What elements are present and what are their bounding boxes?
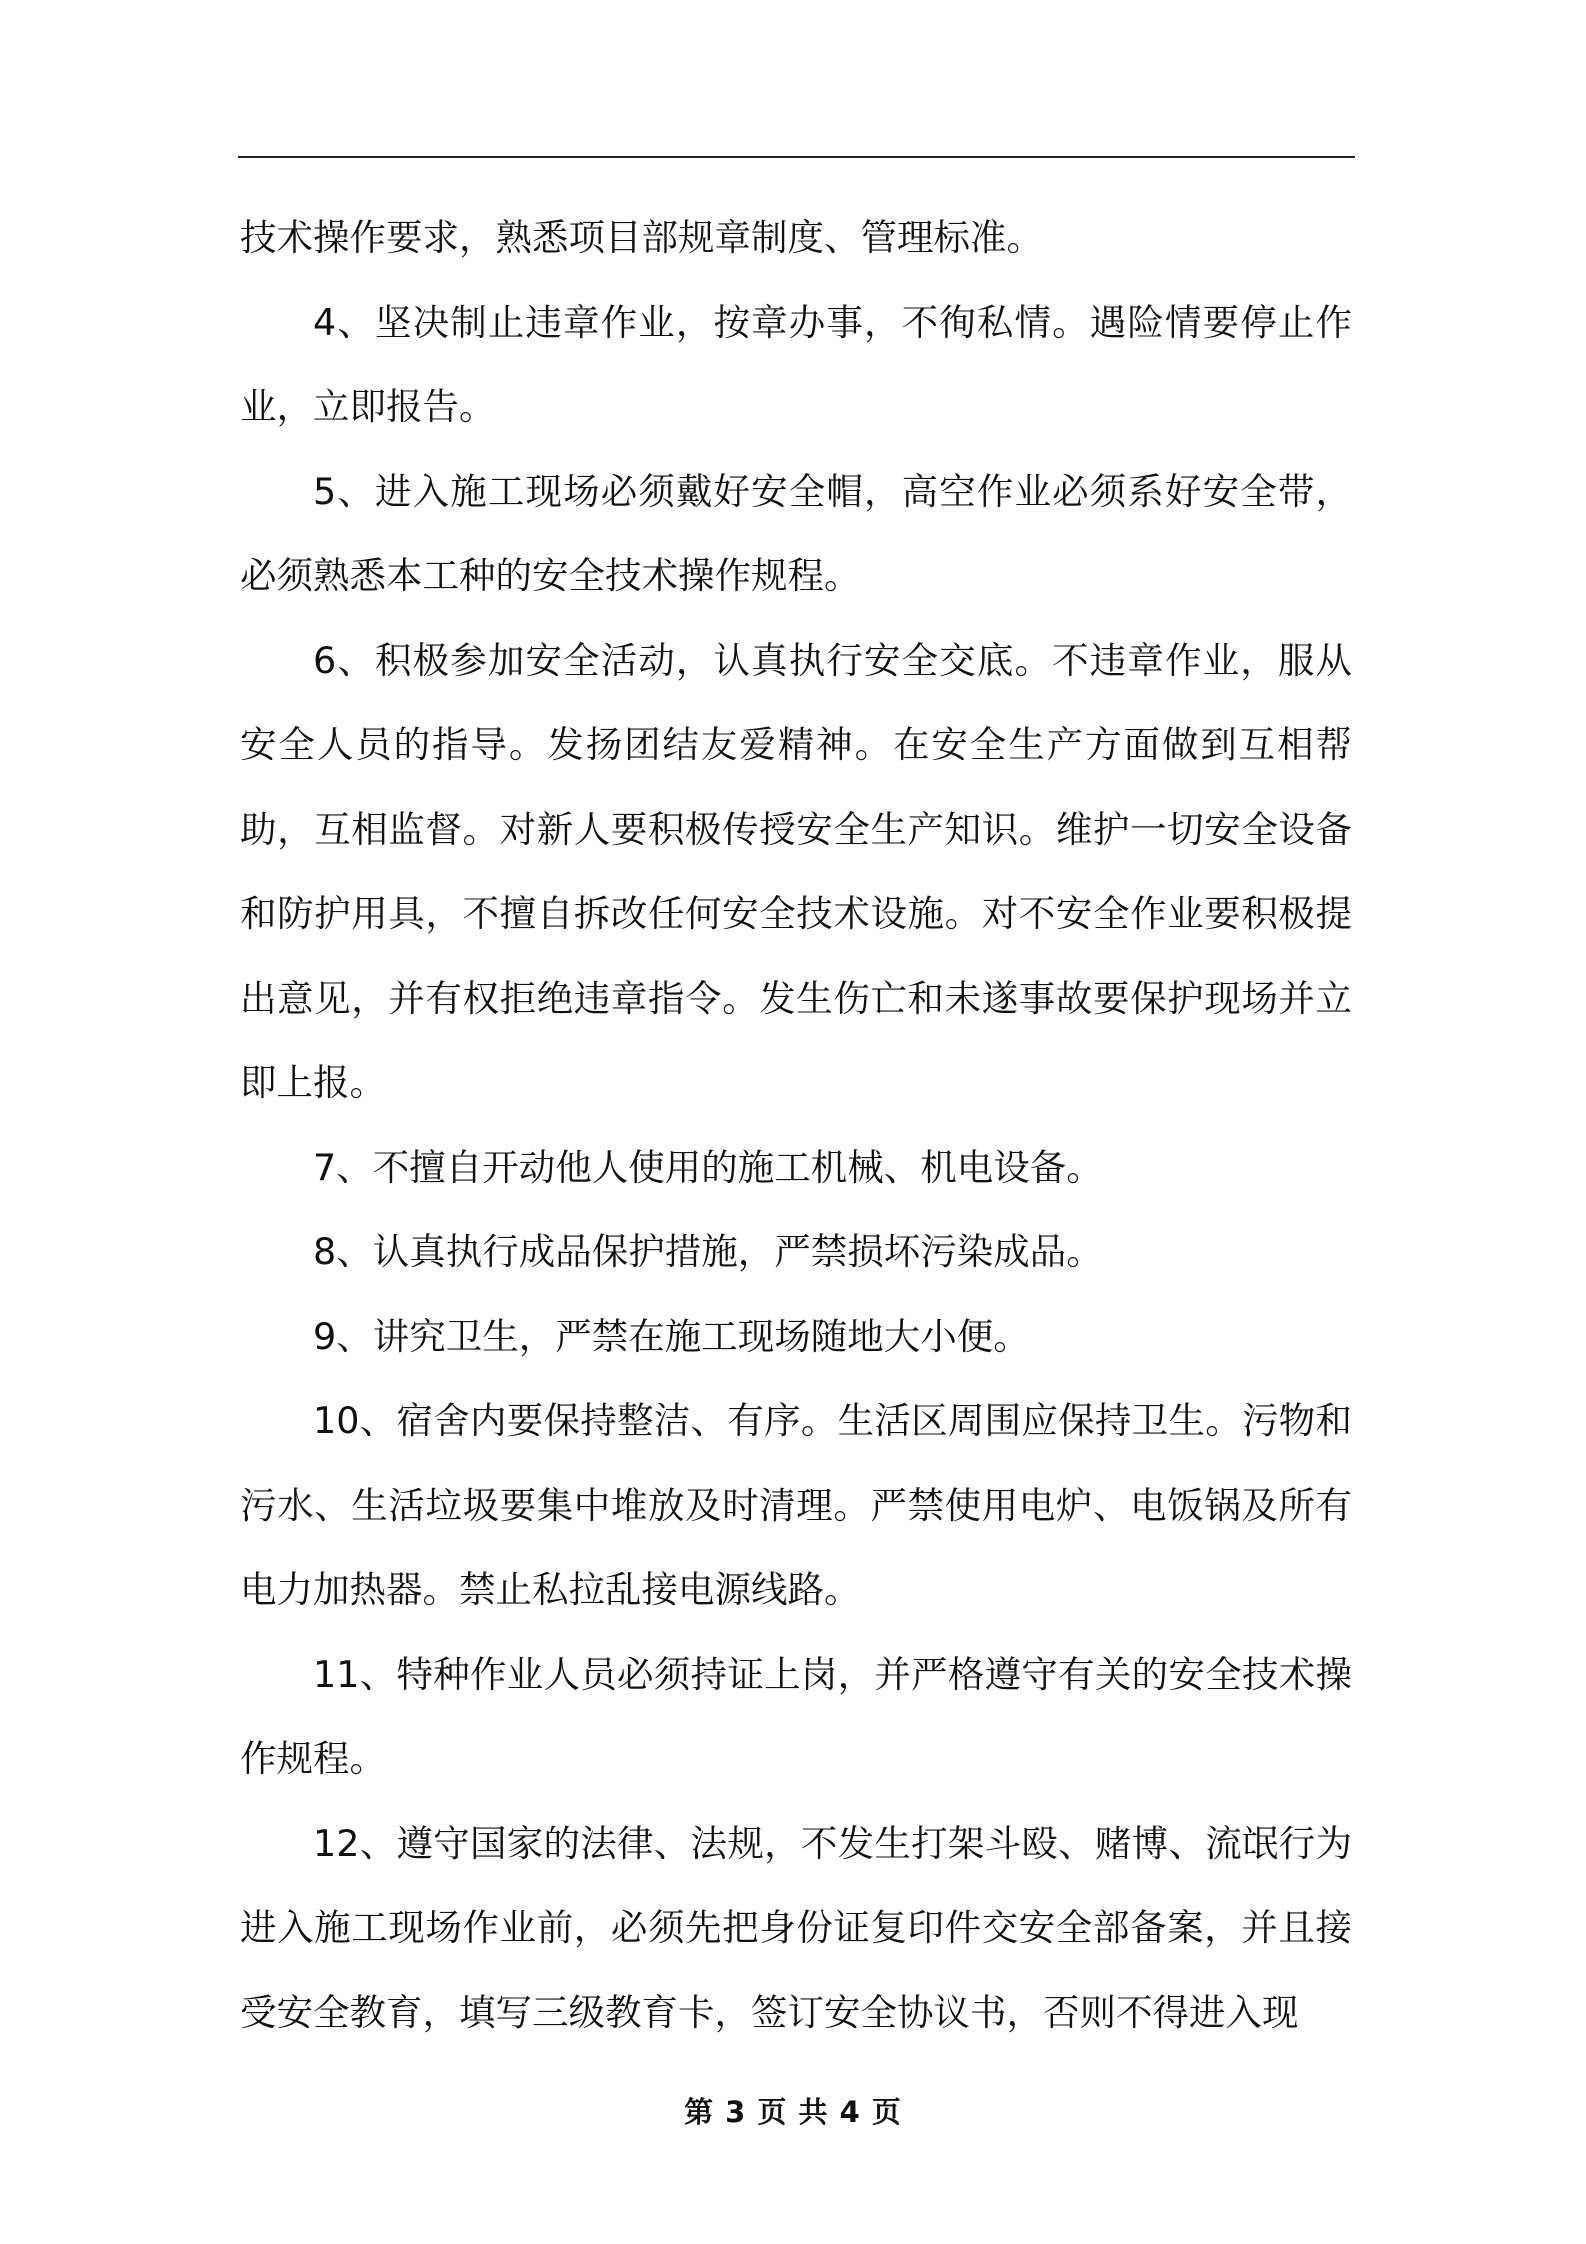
header-divider xyxy=(238,156,1355,158)
document-body xyxy=(240,196,1352,2055)
paragraph-item-12: 12、遵守国家的法律、法规，不发生打架斗殴、赌博、流氓行为进入施工现场作业前，必须先把身份证复印件交安全部备案，并且接受安全教育，填写三级教育卡，签订安全协议书，否则不得进入现 xyxy=(240,1821,1352,2034)
paragraph-item-11: 11、特种作业人员必须持证上岗，并严格遵守有关的安全技术操作规程。 xyxy=(240,1652,1352,1780)
paragraph-item-7: 7、不擅自开动他人使用的施工机械、机电设备。 xyxy=(313,1145,1103,1189)
paragraph-item-9: 9、讲究卫生，严禁在施工现场随地大小便。 xyxy=(313,1314,1030,1358)
paragraph-item-8: 8、认真执行成品保护措施，严禁损坏污染成品。 xyxy=(313,1230,1103,1273)
paragraph-item-4: 4、坚决制止违章作业，按章办事，不徇私情。遇险情要停止作业，立即报告。 xyxy=(240,300,1352,428)
paragraph-item-5: 5、进入施工现场必须戴好安全帽，高空作业必须系好安全带，必须熟悉本工种的安全技术操作规程。 xyxy=(240,469,1352,597)
paragraph-continuation: 技术操作要求，熟悉项目部规章制度、管理标准。 xyxy=(240,216,1043,259)
paragraph-item-6: 6、积极参加安全活动，认真执行安全交底。不违章作业，服从安全人员的指导。发扬团结友爱精神。在安全生产方面做到互相帮助，互相监督。对新人要积极传授安全生产知识。维护一切安全设备和防护用具，不擅自拆改任何安全技术设施。对不安全作业要积极提出意见，并有权拒绝违章指令。发生伤亡和未遂事故要保护现场并立即上报。 xyxy=(240,638,1352,1104)
page-number-footer: 第 3 页 共 4 页 xyxy=(684,2095,902,2129)
paragraph-item-10: 10、宿舍内要保持整洁、有序。生活区周围应保持卫生。污物和污水、生活垃圾要集中堆放及时清理。严禁使用电炉、电饭锅及所有电力加热器。禁止私拉乱接电源线路。 xyxy=(240,1399,1352,1611)
